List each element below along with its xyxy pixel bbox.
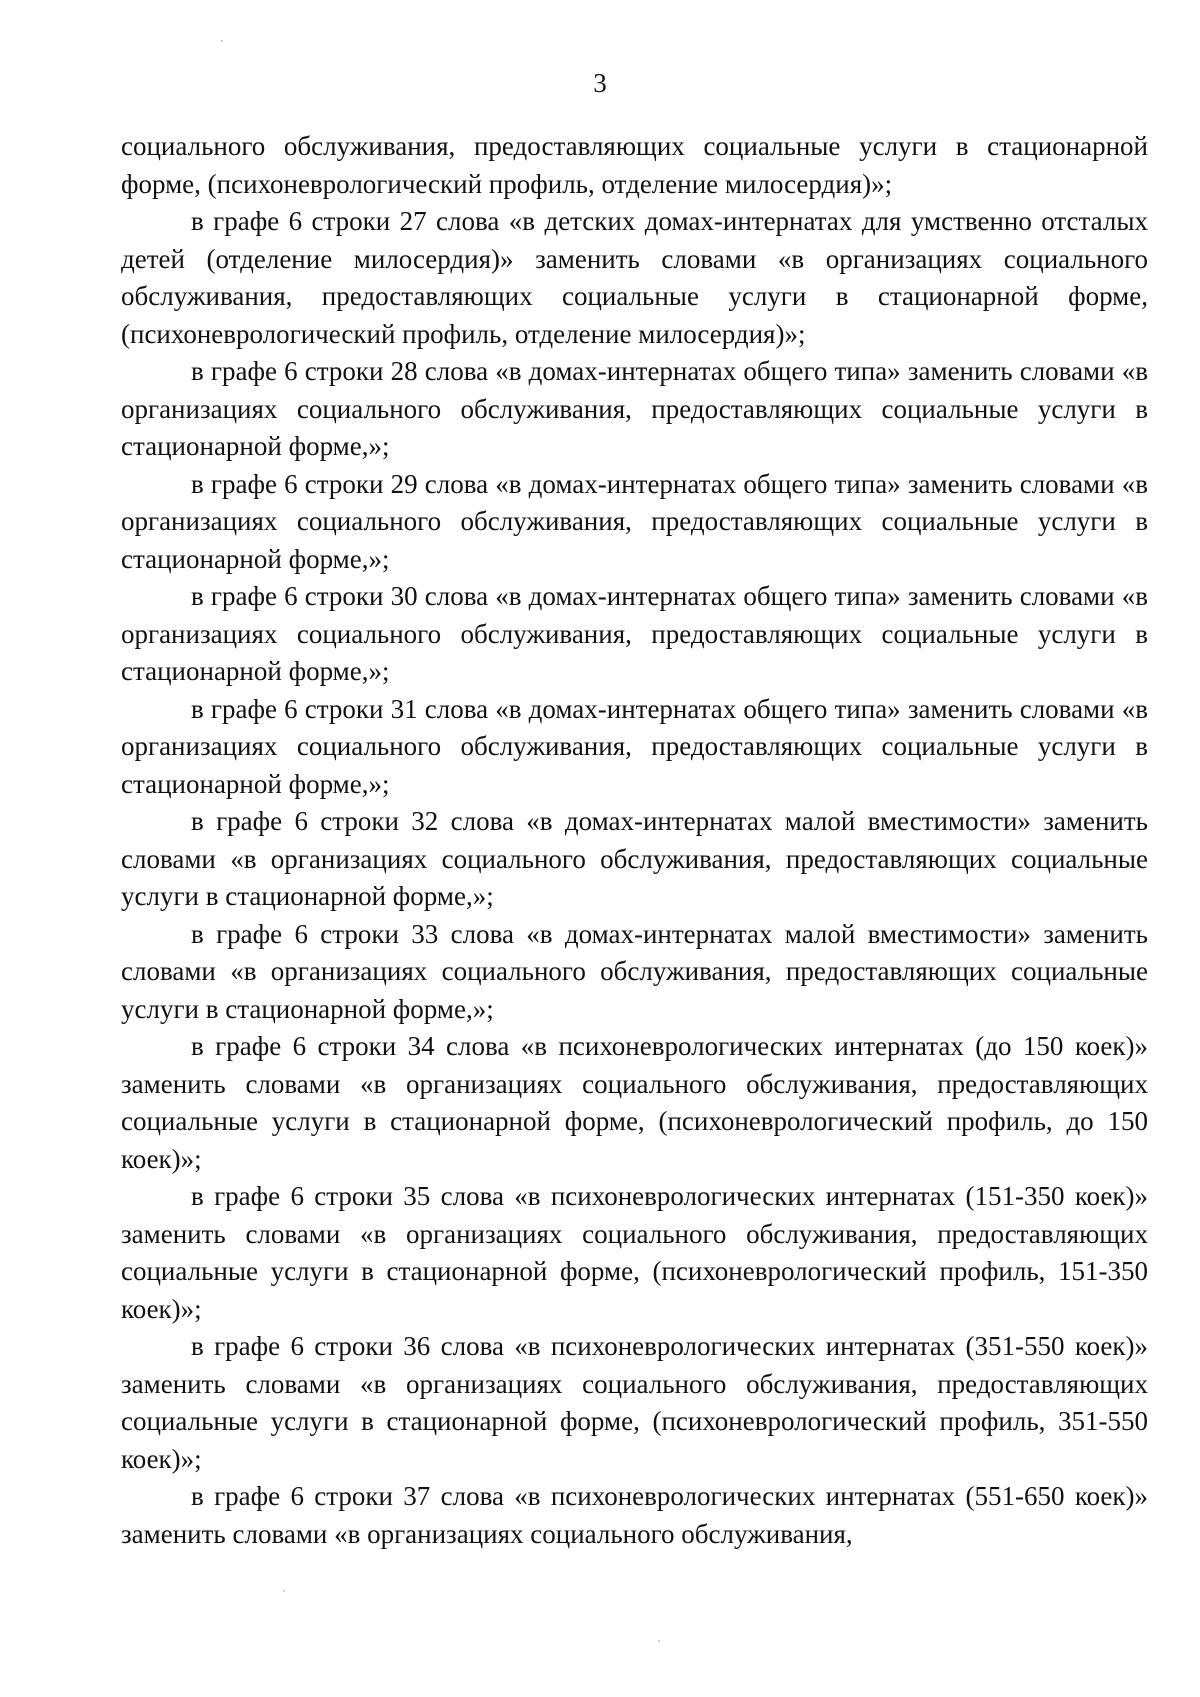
paragraph-row-36: в графе 6 строки 36 слова «в психоневрологических интернатах (351-550 коек)» заменить словами «в организациях социального обслуживания, предоставляющих социальные услуги в стационарной форме, (психоневрологический профиль, 351-550 коек)»; [121,1331,1148,1474]
paragraph-row-29: в графе 6 строки 29 слова «в домах-интернатах общего типа» заменить словами «в организациях социального обслуживания, предоставляющих социальные услуги в стационарной форме,»; [121,468,1148,574]
paragraph-row-37: в графе 6 строки 37 слова «в психоневрологических интернатах (551-650 коек)» заменить словами «в организациях социального обслуживания, [121,1481,1148,1549]
scan-speck [283,1590,285,1592]
scan-speck [658,1640,660,1642]
paragraph-row-35: в графе 6 строки 35 слова «в психоневрологических интернатах (151-350 коек)» заменить словами «в организациях социального обслуживания, предоставляющих социальные услуги в стационарной форме, (психоневрологический профиль, 151-350 коек)»; [121,1181,1148,1324]
paragraph-row-32: в графе 6 строки 32 слова «в домах-интернатах малой вместимости» заменить словами «в организациях социального обслуживания, предоставляющих социальные услуги в стационарной форме,»; [121,806,1148,911]
document-body [121,128,1148,1553]
paragraph-row-33: в графе 6 строки 33 слова «в домах-интернатах малой вместимости» заменить словами «в организациях социального обслуживания, предоставляющих социальные услуги в стационарной форме,»; [121,918,1148,1024]
scan-speck [221,40,223,42]
paragraph-row-30: в графе 6 строки 30 слова «в домах-интернатах общего типа» заменить словами «в организациях социального обслуживания, предоставляющих социальные услуги в стационарной форме,»; [121,581,1148,686]
page-number: 3 [593,68,607,98]
paragraph-row-28: в графе 6 строки 28 слова «в домах-интернатах общего типа» заменить словами «в организациях социального обслуживания, предоставляющих социальные услуги в стационарной форме,»; [121,356,1148,461]
paragraph-row-34: в графе 6 строки 34 слова «в психоневрологических интернатах (до 150 коек)» заменить словами «в организациях социального обслуживания, предоставляющих социальные услуги в стационарной форме, (психоневрологический профиль, до 150 коек)»; [121,1031,1148,1174]
paragraph-row-27: в графе 6 строки 27 слова «в детских домах-интернатах для умственно отсталых детей (отделение милосердия)» заменить словами «в организациях социального обслуживания, предоставляющих социальные услуги в стационарной форме, (психоневрологический профиль, отделение милосердия)»; [121,206,1148,349]
paragraph-continuation: социального обслуживания, предоставляющих социальные услуги в стационарной форме, (психоневрологический профиль, отделение милосердия)»; [121,131,1148,199]
paragraph-row-31: в графе 6 строки 31 слова «в домах-интернатах общего типа» заменить словами «в организациях социального обслуживания, предоставляющих социальные услуги в стационарной форме,»; [121,693,1148,799]
